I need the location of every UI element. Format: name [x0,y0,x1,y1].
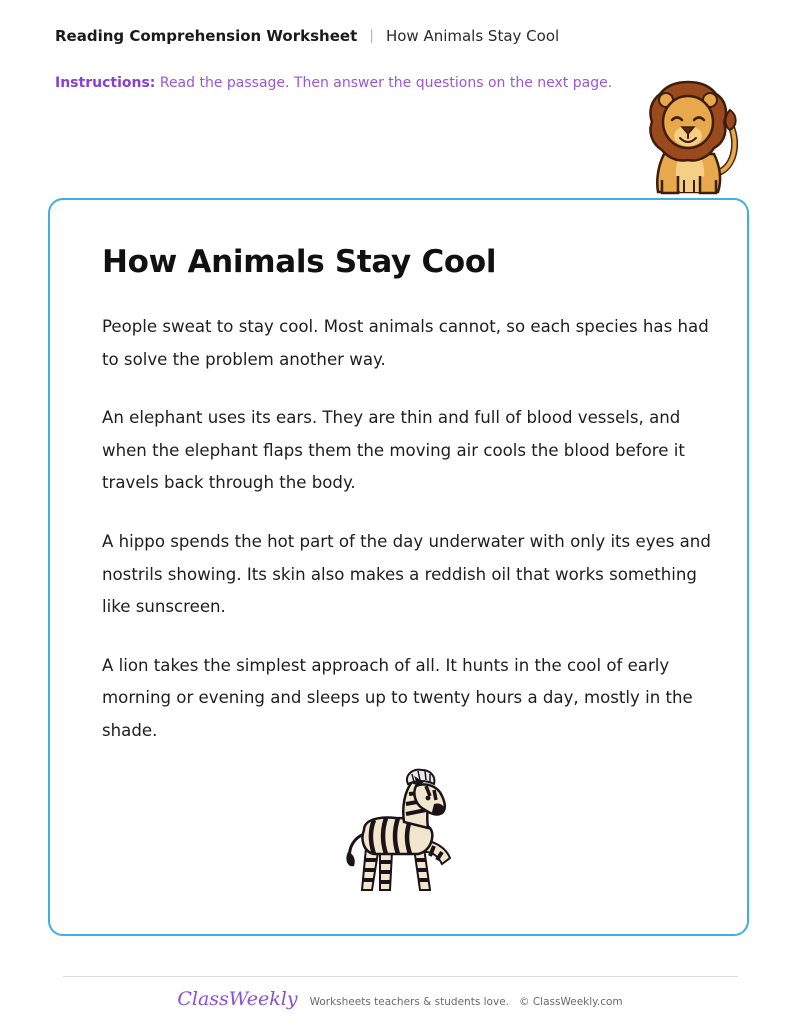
lion-icon [644,80,740,196]
header-separator: | [369,28,374,44]
passage-title: How Animals Stay Cool [102,244,497,280]
worksheet-type: Reading Comprehension Worksheet [55,27,358,45]
footer-tagline: Worksheets teachers & students love. [309,996,509,1008]
footer-copyright: © ClassWeekly.com [519,996,623,1008]
worksheet-header [55,27,559,45]
instructions-label: Instructions: [55,75,156,91]
passage-body [102,311,712,774]
instructions [55,75,612,91]
worksheet-subtitle: How Animals Stay Cool [385,27,560,45]
passage-paragraph: A hippo spends the hot part of the day underwater with only its eyes and nostrils showing. Its skin also makes a reddish oil that works something like sunscreen. [102,531,711,617]
brand-logo: ClassWeekly [177,988,298,1010]
passage-paragraph: A lion takes the simplest approach of all. It hunts in the cool of early morning or evening and sleeps up to twenty hours a day, mostly in the shade. [102,655,693,740]
instructions-text: Read the passage. Then answer the questions on the next page. [159,75,613,91]
passage-paragraph: An elephant uses its ears. They are thin and full of blood vessels, and when the elephant flaps them the moving air cools the blood before it travels back through the body. [102,408,685,493]
zebra-icon [342,768,460,896]
passage-paragraph: People sweat to stay cool. Most animals cannot, so each species has had to solve the problem another way. [102,317,709,369]
footer-divider [63,976,738,977]
footer [0,988,800,1010]
